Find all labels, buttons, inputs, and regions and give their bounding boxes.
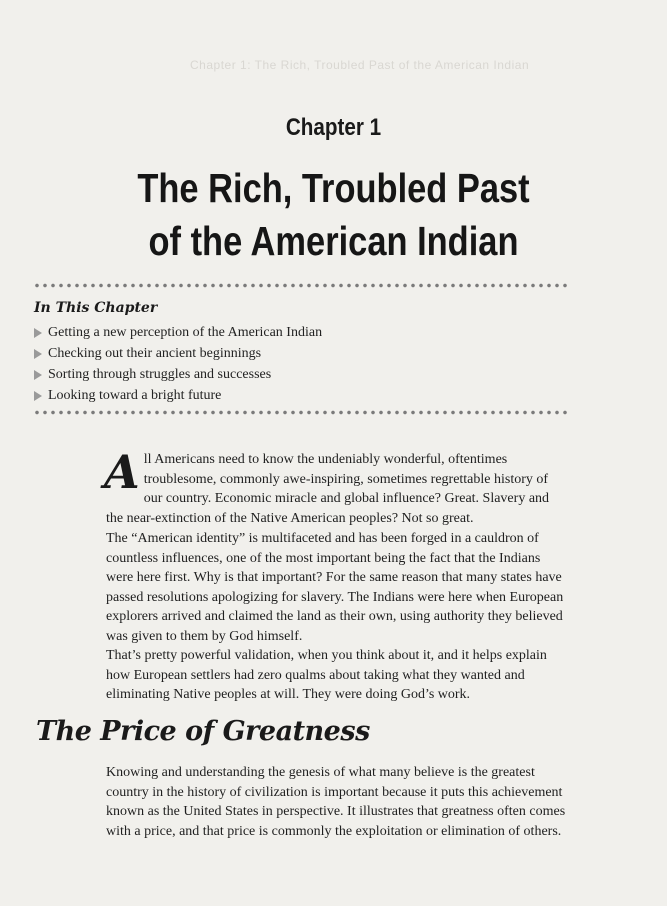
list-item [34,322,322,343]
list-item-text: Getting a new perception of the American Indian [48,324,323,340]
dotted-divider-bottom [33,410,569,415]
chapter-label: Chapter 1 [285,114,382,141]
body-paragraph-3: That’s pretty powerful validation, when you think about it, and it helps explain how European settlers had zero qualms about taking what they wanted and eliminating Native peoples at will. They were doing God’s work. [106,648,547,702]
section-paragraph: Knowing and understanding the genesis of what many believe is the greatest country in the history of civilization is important because it puts this achievement known as the United States in perspective. It illustrates that greatness often comes with a price, and that price is commonly the exploitation or elimination of others. [106,765,566,839]
intro-paragraph [104,445,566,528]
dotted-divider-top [33,283,569,288]
running-head: Chapter 1: The Rich, Troubled Past of the American Indian [190,58,530,72]
chapter-title [53,162,613,268]
intro-paragraph-text: ll Americans need to know the undeniably wonderful, oftentimes troublesome, commonly awe-inspiring, sometimes regrettable history of our country. Economic miracle and global influence? Great. Slavery and the near-extinction of the Native American peoples? Not so great. [106,452,550,526]
triangle-bullet-icon [34,370,42,380]
in-this-chapter-list [34,322,322,406]
in-this-chapter-heading: In This Chapter [34,300,158,316]
triangle-bullet-icon [34,328,42,338]
chapter-title-line-2: of the American Indian [148,218,519,264]
list-item [34,385,322,406]
list-item [34,364,322,385]
list-item-text: Looking toward a bright future [48,387,222,403]
triangle-bullet-icon [34,349,42,359]
list-item [34,343,322,364]
drop-cap: A [104,445,140,499]
list-item-text: Sorting through struggles and successes [48,366,272,382]
triangle-bullet-icon [34,391,42,401]
list-item-text: Checking out their ancient beginnings [48,345,262,361]
body-paragraph-2: The “American identity” is multifaceted and has been forged in a cauldron of countless influences, one of the most important being the fact that the Indians were here first. Why is that important? For the same reason that many states have passed resolutions apologizing for slavery. The Indians were here when European explorers arrived and claimed the land as their own, using authority they believed was given to them by God himself. [106,531,564,644]
chapter-title-line-1: The Rich, Troubled Past [137,165,530,211]
section-heading: The Price of Greatness [36,716,370,747]
